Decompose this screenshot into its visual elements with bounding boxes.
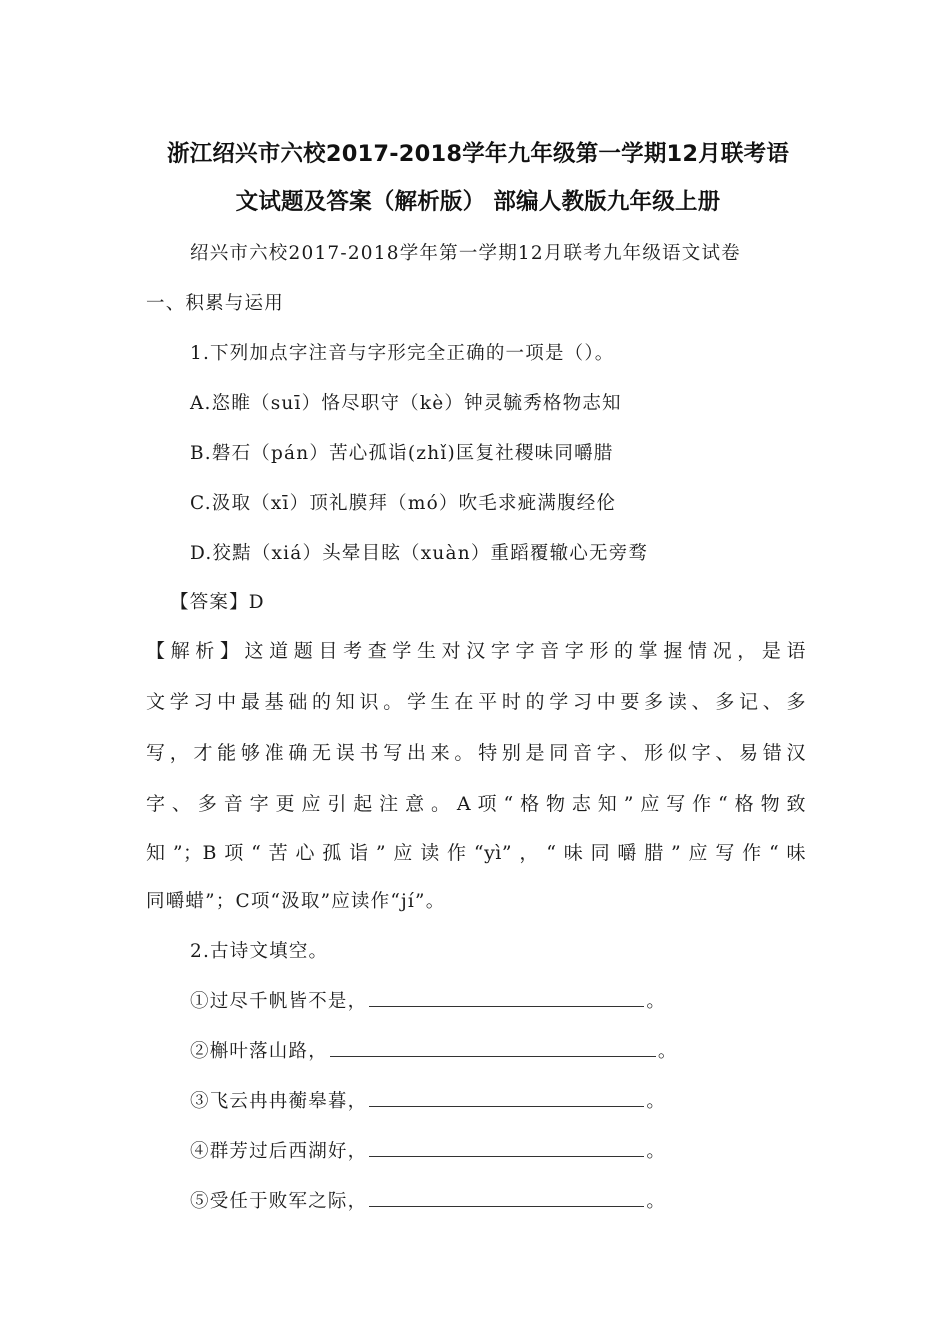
analysis-line-6: 同嚼蜡”；C项“汲取”应读作“jí”。 <box>146 891 446 912</box>
answer-blank[interactable] <box>369 1188 644 1207</box>
document-title-line-2: 文试题及答案（解析版） 部编人教版九年级上册 <box>235 189 721 215</box>
fill-blank-item <box>190 1087 666 1113</box>
fill-blank-prefix: ③飞云冉冉蘅皋暮， <box>190 1091 368 1112</box>
analysis-line-2: 文学习中最基础的知识。学生在平时的学习中要多读、多记、多 <box>146 691 806 713</box>
fill-blank-prefix: ②槲叶落山路， <box>190 1041 328 1062</box>
analysis-line-4: 字、多音字更应引起注意。A项“格物志知”应写作“格物致 <box>146 793 806 815</box>
fill-blank-suffix: 。 <box>646 1141 667 1162</box>
fill-blank-suffix: 。 <box>657 1041 678 1062</box>
fill-blank-prefix: ①过尽千帆皆不是， <box>190 991 368 1012</box>
fill-blank-item <box>190 987 666 1013</box>
question-1-option-b: B.磐石（pán）苦心孤诣(zhǐ)匡复社稷味同嚼腊 <box>190 443 614 464</box>
exam-subtitle: 绍兴市六校2017-2018学年第一学期12月联考九年级语文试卷 <box>190 243 741 264</box>
fill-blank-suffix: 。 <box>646 1091 667 1112</box>
fill-blank-item <box>190 1037 678 1063</box>
question-2-stem: 2.古诗文填空。 <box>190 941 329 962</box>
answer-line: 【答案】D <box>170 592 265 613</box>
question-1-option-c: C.汲取（xī）顶礼膜拜（mó）吹毛求疵满腹经伦 <box>190 493 617 514</box>
question-1-stem: 1.下列加点字注音与字形完全正确的一项是（）。 <box>190 343 615 364</box>
fill-blank-item <box>190 1187 666 1213</box>
fill-blank-prefix: ④群芳过后西湖好， <box>190 1141 368 1162</box>
question-1-option-a: A.恣睢（suī）恪尽职守（kè）钟灵毓秀格物志知 <box>190 393 622 414</box>
answer-blank[interactable] <box>330 1038 656 1057</box>
analysis-line-3: 写，才能够准确无误书写出来。特别是同音字、形似字、易错汉 <box>146 742 806 764</box>
fill-blank-item <box>190 1137 666 1163</box>
fill-blank-suffix: 。 <box>646 1191 667 1212</box>
document-title-line-1: 浙江绍兴市六校2017-2018学年九年级第一学期12月联考语 <box>166 141 790 167</box>
analysis-line-5: 知”；B项“苦心孤诣”应读作“yì”，“味同嚼腊”应写作“味 <box>146 842 806 864</box>
answer-blank[interactable] <box>369 988 644 1007</box>
fill-blank-prefix: ⑤受任于败军之际， <box>190 1191 368 1212</box>
analysis-line-1: 【解析】这道题目考查学生对汉字字音字形的掌握情况，是语 <box>146 640 806 662</box>
section-heading: 一、积累与运用 <box>146 293 284 314</box>
question-1-option-d: D.狡黠（xiá）头晕目眩（xuàn）重蹈覆辙心无旁骛 <box>190 543 649 564</box>
fill-blank-suffix: 。 <box>646 991 667 1012</box>
answer-blank[interactable] <box>369 1088 644 1107</box>
answer-blank[interactable] <box>369 1138 644 1157</box>
